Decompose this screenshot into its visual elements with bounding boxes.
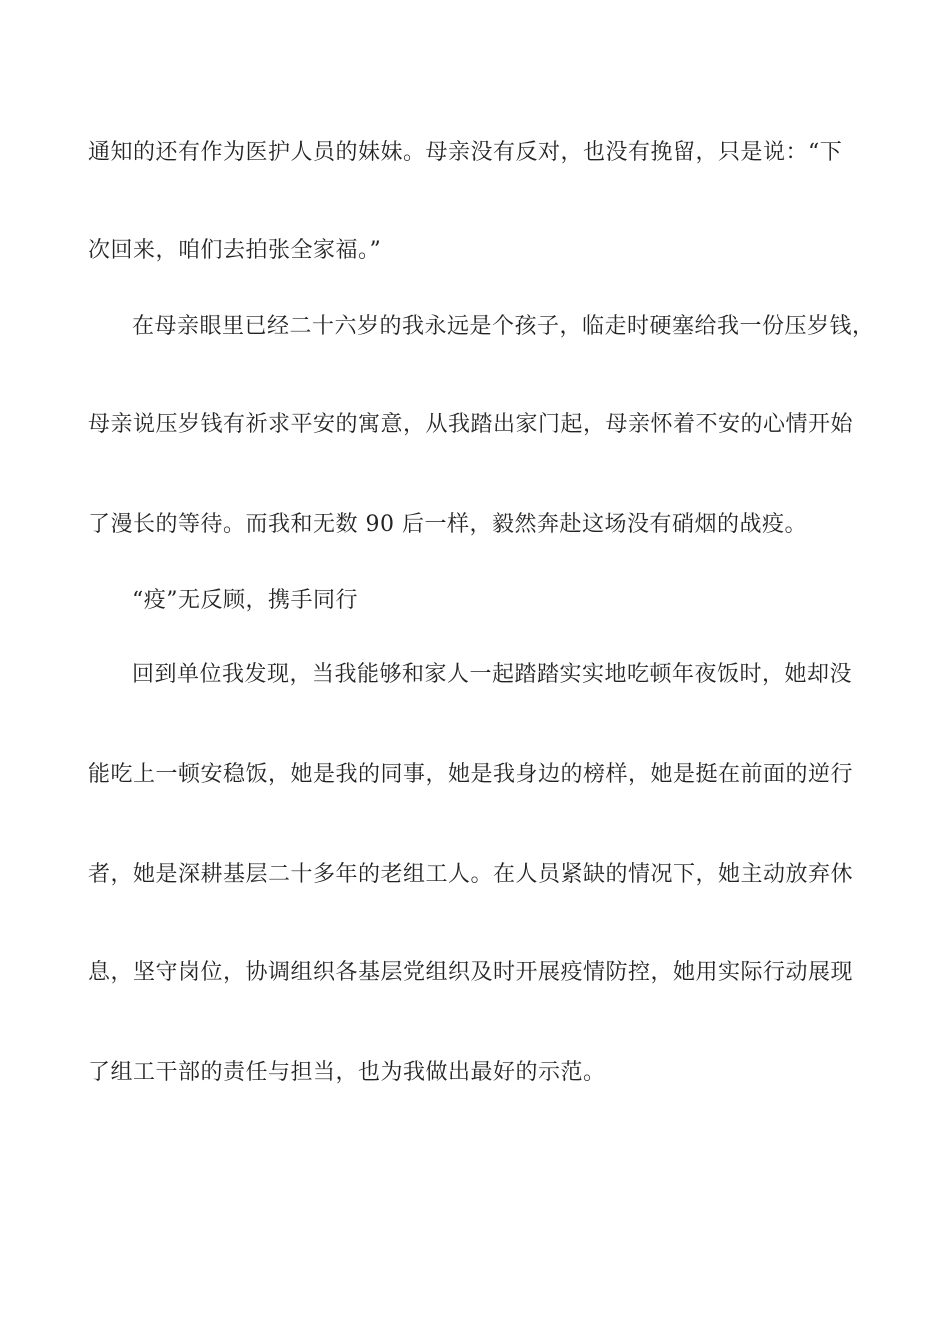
text-line: 母亲说压岁钱有祈求平安的寓意，从我踏出家门起，母亲怀着不安的心情开始 bbox=[88, 412, 854, 437]
text-line: 了组工干部的责任与担当，也为我做出最好的示范。 bbox=[88, 1060, 606, 1085]
text-line: 通知的还有作为医护人员的妹妹。母亲没有反对，也没有挽留，只是说：“下 bbox=[88, 140, 843, 165]
text-line: 了漫长的等待。而我和无数 90 后一样，毅然奔赴这场没有硝烟的战疫。 bbox=[88, 512, 807, 537]
text-line: 者，她是深耕基层二十多年的老组工人。在人员紧缺的情况下，她主动放弃休 bbox=[88, 862, 854, 887]
text-line: 息，坚守岗位，协调组织各基层党组织及时开展疫情防控，她用实际行动展现 bbox=[88, 960, 854, 985]
section-heading: “疫”无反顾，携手同行 bbox=[132, 588, 358, 613]
text-line: 次回来，咱们去拍张全家福。” bbox=[88, 238, 382, 263]
paragraph-start-line: 在母亲眼里已经二十六岁的我永远是个孩子，临走时硬塞给我一份压岁钱， bbox=[132, 314, 875, 339]
text-line: 能吃上一顿安稳饭，她是我的同事，她是我身边的榜样，她是挺在前面的逆行 bbox=[88, 762, 854, 787]
paragraph-start-line: 回到单位我发现，当我能够和家人一起踏踏实实地吃顿年夜饭时，她却没 bbox=[132, 662, 853, 687]
